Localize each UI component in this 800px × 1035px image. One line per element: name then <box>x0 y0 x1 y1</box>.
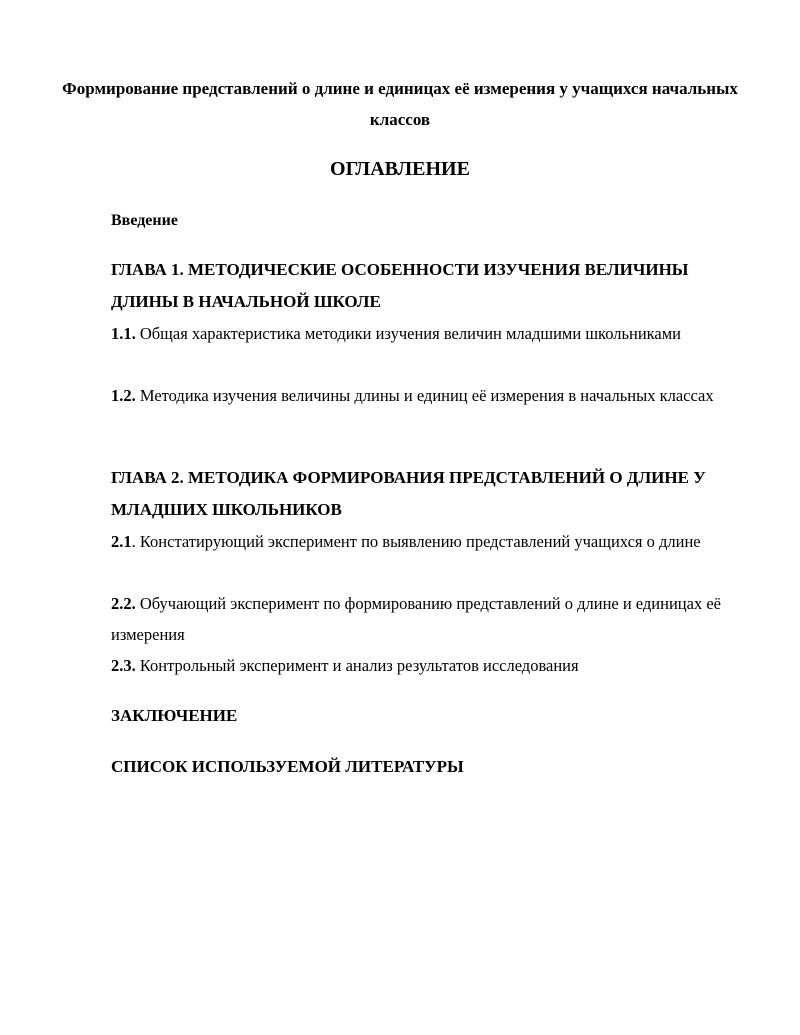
section-title: Методика изучения величины длины и единиц её измерения в начальных классах <box>135 386 714 405</box>
section-number: 2.2. <box>111 594 136 613</box>
toc-chapter-1: ГЛАВА 1. МЕТОДИЧЕСКИЕ ОСОБЕННОСТИ ИЗУЧЕНИЯ ВЕЛИЧИНЫ ДЛИНЫ В НАЧАЛЬНОЙ ШКОЛЕ <box>111 260 689 311</box>
section-title: Обучающий эксперимент по формированию представлений о длине и единицах её измерения <box>111 594 721 644</box>
section-title: Контрольный эксперимент и анализ результатов исследования <box>135 656 579 675</box>
toc-chapter-2: ГЛАВА 2. МЕТОДИКА ФОРМИРОВАНИЯ ПРЕДСТАВЛЕНИЙ О ДЛИНЕ У МЛАДШИХ ШКОЛЬНИКОВ <box>111 468 706 519</box>
section-number: 1.2. <box>111 386 136 405</box>
toc-entry-intro: Введение <box>111 212 178 229</box>
section-title: Общая характеристика методики изучения величин младшими школьниками <box>135 324 682 343</box>
toc-section-2-1 <box>111 526 751 557</box>
section-number: 2.3. <box>111 656 136 675</box>
section-title: . Констатирующий эксперимент по выявлению представлений учащихся о длине <box>131 532 701 551</box>
toc-entry-literature: СПИСОК ИСПОЛЬЗУЕМОЙ ЛИТЕРАТУРЫ <box>111 757 464 776</box>
toc-entry-conclusion: ЗАКЛЮЧЕНИЕ <box>111 706 238 725</box>
toc-section-2-3 <box>111 650 751 681</box>
toc-section-2-2 <box>111 588 751 650</box>
section-number: 1.1. <box>111 324 136 343</box>
section-number: 2.1 <box>111 532 132 551</box>
toc-heading: ОГЛАВЛЕНИЕ <box>330 158 470 180</box>
toc-section-1-2 <box>111 380 751 411</box>
document-title: Формирование представлений о длине и единицах её измерения у учащихся начальных классов <box>62 79 738 129</box>
toc-section-1-1 <box>111 318 751 349</box>
